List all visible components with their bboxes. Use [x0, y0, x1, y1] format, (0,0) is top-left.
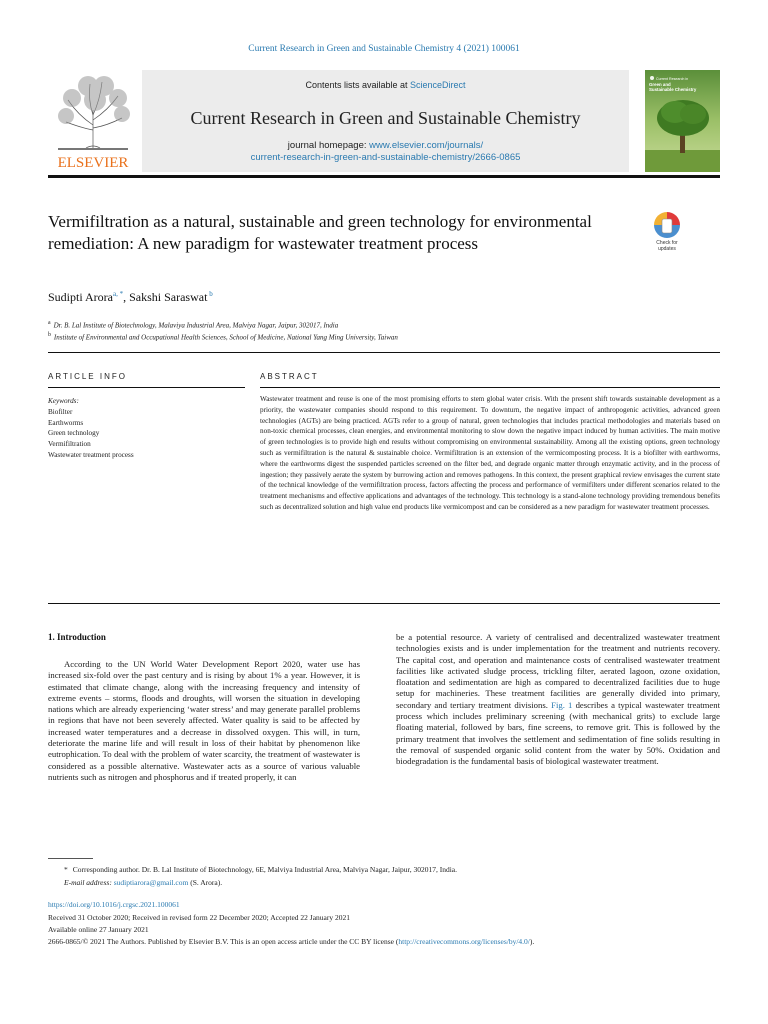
author-separator: ,: [123, 290, 130, 304]
abstract-rule: [260, 387, 720, 388]
email-link[interactable]: sudiptiarora@gmail.com: [113, 878, 189, 887]
abstract-body: Wastewater treatment and reuse is one of the most promising efforts to stem global water crisis. With the present shift towards sustainable development as a priority, the wastewater companies should respond to this requirement. To downturn, the negative impact of anthropogenic activities, advanced green technologies (AGTs) are being practiced. AGTs refer to a group of natural, green technologies that includes practical methodologies and materials based on non-toxic chemical processes, clean energies, and environmental monitoring to slow down the negative impact induced by human activities. The main motive of green technologies is to provide high end results without compromising on environmental sustainability. Among all the existing options, green technology such as vermifiltration is the natural & sustainable choice. Vermifiltration is an extension of the vermicomposting process. It is a biofilter with earthworms, where the earthworms digest the suspended particles screened on the filter bed, and degrade organic matter through enzymatic activity, and in the process of ingestion; they passively aerate the system by burrowing action and removes pathogens. In this context, the present graphical review envisages the current state of the technical knowledge of the vermifiltration process, factors affecting the process and performance of vermifilters under different scenarios related to the treatment mechanisms and effective applications and advantages of the technology. This technology is a stand-alone technology providing tremendous benefits such as decentralized solution and high value end products like vermicompost and can be considered as a new paradigm for wastewater treatment processes.: [260, 395, 720, 511]
contents-prefix: Contents lists available at: [305, 80, 411, 90]
journal-title: Current Research in Green and Sustainable Chemistry: [190, 108, 581, 128]
homepage-link-part2[interactable]: current-research-in-green-and-sustainable-chemistry/2666-0865: [250, 152, 521, 163]
footnote-text: Corresponding author. Dr. B. Lal Institute of Biotechnology, 6E, Malviya Industrial Area, Malviya Nagar, Jaipur, 302017, India.: [72, 865, 458, 874]
affiliation-b: [48, 332, 398, 341]
article-info-heading: ARTICLE INFO: [48, 372, 127, 381]
author-name[interactable]: Sakshi Saraswat: [129, 290, 208, 304]
author-affiliation-marks[interactable]: b: [209, 290, 213, 298]
abstract-heading: ABSTRACT: [260, 372, 319, 381]
author-list: [48, 290, 213, 305]
svg-text:Sustainable Chemistry: Sustainable Chemistry: [649, 87, 697, 92]
figure-1-link[interactable]: Fig. 1: [551, 699, 573, 710]
crossmark-line2: updates: [658, 246, 676, 252]
introduction-heading: 1. Introduction: [48, 632, 106, 642]
journal-header-panel: [142, 70, 629, 172]
keyword-item: Earthworms: [48, 418, 84, 427]
corresponding-author-footnote: [64, 865, 457, 874]
section-rule: [48, 352, 720, 353]
license-statement: [48, 937, 728, 946]
affiliation-a: [48, 320, 338, 329]
body-text: be a potential resource. A variety of centralised and decentralized wastewater treatment technologies exists and is under implementation for the treatment and nutrients recovery. The capital cost, and operation and maintenance costs of centralised wastewater treatment facilities like activated sludge process, trickling filter, aerated lagoon, ozone oxidation, floatation and sedimentation are high as compared to decentralized facilities due to huge setup for machineries. These treatment facilities are generally divided into primary, secondary and tertiary treatment divisions.: [396, 632, 720, 710]
elsevier-logo[interactable]: [48, 70, 138, 172]
journal-header: [48, 70, 720, 172]
journal-homepage-line: [142, 140, 629, 151]
doi-link[interactable]: https://doi.org/10.1016/j.crgsc.2021.100061: [48, 900, 180, 909]
author-affiliation-marks[interactable]: a, *: [113, 290, 124, 298]
keyword-item: Biofilter: [48, 407, 73, 416]
section-rule: [48, 603, 720, 604]
author-name[interactable]: Sudipti Arora: [48, 290, 113, 304]
license-suffix: ).: [529, 937, 535, 946]
affiliation-text: Dr. B. Lal Institute of Biotechnology, Malaviya Industrial Area, Malviya Nagar, Jaipur, 302017, India: [53, 321, 339, 330]
keyword-item: Wastewater treatment process: [48, 450, 134, 459]
keywords-label: Keywords:: [48, 397, 79, 405]
sciencedirect-link[interactable]: ScienceDirect: [410, 80, 466, 90]
contents-available-line: [142, 80, 629, 90]
crossmark-line1: Check for: [656, 240, 678, 246]
body-text: describes a typical wastewater treatment process which includes preliminary screening (with mechanical grits) to exclude large floating material, followed by bars, fine screens, to remove grit. This is followed by the primary treatment that involves the settlement and sedimentation of fine solids resulting in the removal of suspended organic solid content from the water by 50%. Oxidation and biodegradation is the fundamental basis of biological wastewater treatment.: [396, 699, 721, 767]
introduction-paragraph-right: [396, 632, 720, 768]
license-text: 2666-0865/© 2021 The Authors. Published by Elsevier B.V. This is an open access article under the CC BY license (: [48, 937, 399, 946]
journal-reference-link[interactable]: Current Research in Green and Sustainable Chemistry 4 (2021) 100061: [248, 44, 520, 54]
article-title: Vermifiltration as a natural, sustainable and green technology for environmental remediation: A new paradigm for wastewater treatment process: [48, 212, 592, 253]
email-label: E-mail address:: [64, 878, 114, 887]
keyword-item: Vermifiltration: [48, 440, 91, 449]
homepage-link-part1[interactable]: www.elsevier.com/journals/: [369, 140, 484, 151]
affiliation-mark: a: [48, 320, 51, 326]
check-for-updates-badge[interactable]: [649, 210, 685, 252]
affiliation-text: Institute of Environmental and Occupational Health Sciences, School of Medicine, National Yang Ming University, Taiwan: [53, 333, 398, 342]
email-footnote: [64, 878, 222, 887]
footnote-marker: *: [64, 865, 68, 874]
received-dates: Received 31 October 2020; Received in revised form 22 December 2020; Accepted 22 January 2021: [48, 913, 350, 922]
affiliation-mark: b: [48, 332, 51, 338]
email-suffix: (S. Arora).: [188, 878, 223, 887]
keywords-list: [48, 396, 238, 461]
footnote-rule: [48, 858, 93, 859]
introduction-paragraph-left: According to the UN World Water Development Report 2020, water use has increased six-fold over the past century and is rising by about 1% a year. However, it is estimated that climate change, along with the increasing frequency and intensity of extreme events – storms, floods and droughts, will worsen the situation in developing nations which are already experiencing ‘water stress’ and may generate parallel problems in regions that have not been severely affected. Water quality is said to be affected by increased water temperatures and a decrease in dissolved oxygen. This will, in turn, deteriorate the marine life and will result in loss of their habitat by phenomenon like eutrophication. To deal with the problem of water scarcity, the treatment of wastewater is considered as a possible alternative. Wastewater acts as a source of various valuable nutrients such as nitrogen and phosphorus and if treated properly, it can: [48, 659, 360, 782]
journal-cover-image[interactable]: [645, 70, 720, 172]
svg-text:Current Research in: Current Research in: [656, 77, 689, 81]
article-info-rule: [48, 387, 245, 388]
license-link[interactable]: http://creativecommons.org/licenses/by/4.0/: [398, 937, 530, 946]
homepage-prefix: journal homepage:: [287, 140, 370, 151]
available-online-date: Available online 27 January 2021: [48, 925, 149, 934]
header-rule: [48, 175, 720, 178]
elsevier-wordmark: ELSEVIER: [57, 155, 129, 171]
keyword-item: Green technology: [48, 429, 100, 438]
svg-text:Green and: Green and: [649, 82, 671, 87]
